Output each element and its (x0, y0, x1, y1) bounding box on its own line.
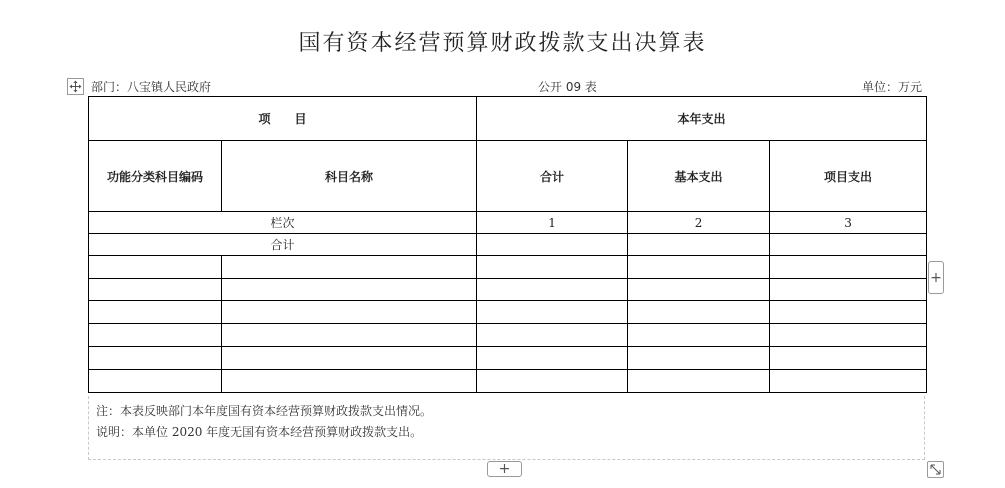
table-cell[interactable] (628, 301, 770, 324)
table-cell[interactable] (89, 324, 222, 347)
department-label: 部门：八宝镇人民政府 (91, 80, 212, 94)
table-cell[interactable] (222, 301, 477, 324)
table-cell[interactable] (770, 256, 927, 279)
table-cell[interactable] (628, 370, 770, 393)
table-subheader-row (89, 141, 927, 212)
column-row-label[interactable]: 栏次 (89, 212, 477, 234)
table-cell[interactable] (222, 256, 477, 279)
total-item-cell[interactable] (770, 234, 927, 256)
header-project: 项 目 (89, 97, 477, 141)
table-cell[interactable] (89, 279, 222, 301)
table-cell[interactable] (628, 256, 770, 279)
table-cell[interactable] (477, 256, 628, 279)
table-cell[interactable] (477, 347, 628, 370)
unit-label: 单位：万元 (861, 80, 922, 94)
note-line-1: 注：本表反映部门本年度国有资本经营预算财政拨款支出情况。 (96, 404, 433, 418)
add-column-button[interactable] (928, 261, 944, 294)
document-title: 国有资本经营预算财政拨款支出决算表 (298, 31, 707, 56)
total-row-label[interactable]: 合计 (89, 234, 477, 256)
table-cell[interactable] (89, 256, 222, 279)
plus-icon: + (498, 461, 511, 477)
table-move-handle[interactable] (67, 78, 84, 95)
table-row (89, 256, 927, 279)
table-cell[interactable] (770, 279, 927, 301)
table-cell[interactable] (222, 279, 477, 301)
col-no-2[interactable]: 2 (628, 212, 770, 234)
header-basic: 基本支出 (628, 141, 770, 212)
table-cell[interactable] (89, 370, 222, 393)
plus-icon: + (930, 269, 942, 286)
header-current-year: 本年支出 (477, 97, 927, 141)
table-cell[interactable] (628, 347, 770, 370)
header-item: 项目支出 (770, 141, 927, 212)
total-cell[interactable] (477, 234, 628, 256)
form-code: 公开 09 表 (538, 80, 597, 94)
header-total: 合计 (477, 141, 628, 212)
col-no-3[interactable]: 3 (770, 212, 927, 234)
table-cell[interactable] (477, 301, 628, 324)
table-cell[interactable] (770, 347, 927, 370)
resize-icon (929, 463, 942, 476)
table-cell[interactable] (89, 347, 222, 370)
header-code: 功能分类科目编码 (89, 141, 222, 212)
budget-table (88, 96, 927, 393)
table-cell[interactable] (222, 370, 477, 393)
move-icon (69, 80, 82, 93)
total-basic-cell[interactable] (628, 234, 770, 256)
col-no-1[interactable]: 1 (477, 212, 628, 234)
header-name: 科目名称 (222, 141, 477, 212)
table-cell[interactable] (222, 347, 477, 370)
table-row (89, 279, 927, 301)
total-row (89, 234, 927, 256)
table-cell[interactable] (628, 324, 770, 347)
table-row (89, 324, 927, 347)
table-cell[interactable] (477, 279, 628, 301)
table-cell[interactable] (628, 279, 770, 301)
table-cell[interactable] (770, 370, 927, 393)
add-row-button[interactable] (487, 461, 522, 477)
table-cell[interactable] (770, 301, 927, 324)
table-header-row (89, 97, 927, 141)
table-cell[interactable] (222, 324, 477, 347)
table-resize-handle[interactable] (927, 461, 944, 478)
note-line-2: 说明：本单位 2020 年度无国有资本经营预算财政拨款支出。 (96, 425, 423, 439)
table-row (89, 301, 927, 324)
table-cell[interactable] (477, 324, 628, 347)
table-cell[interactable] (770, 324, 927, 347)
column-number-row (89, 212, 927, 234)
table-cell[interactable] (89, 301, 222, 324)
table-row (89, 370, 927, 393)
table-row (89, 347, 927, 370)
table-cell[interactable] (477, 370, 628, 393)
